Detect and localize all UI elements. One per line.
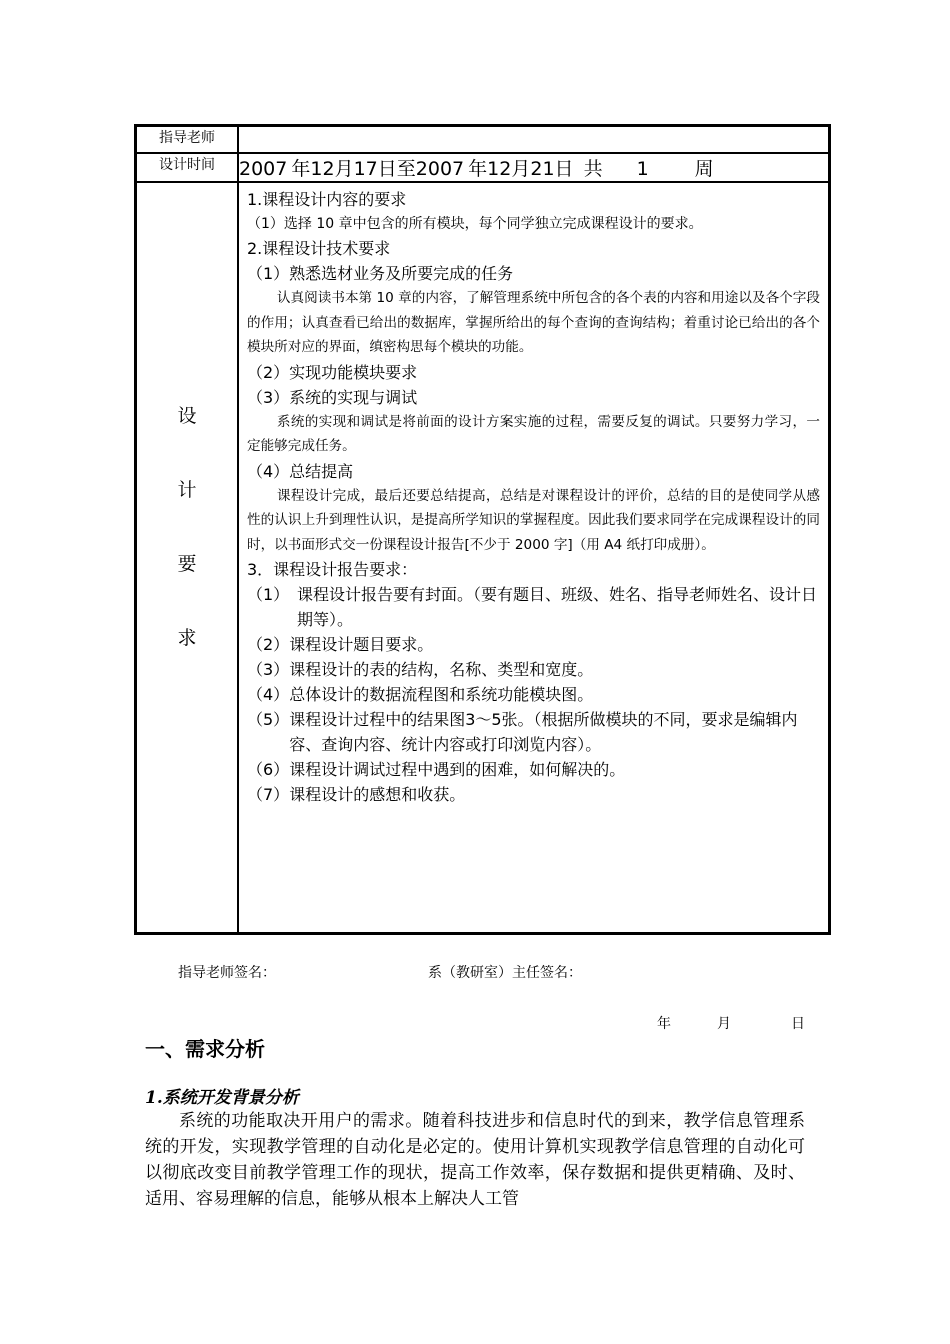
- tech-req-3-title: （3）系统的实现与调试: [247, 387, 418, 407]
- report-req-7: [247, 782, 820, 807]
- requirements-table: [134, 124, 831, 935]
- report-req-3-num: （3）: [247, 660, 290, 679]
- report-req-4-num: （4）: [247, 685, 290, 704]
- advisor-row: [136, 126, 830, 154]
- date-year: 年: [657, 1016, 671, 1032]
- report-req-4-text: 总体设计的数据流程图和系统功能模块图。: [289, 685, 594, 704]
- week-unit: 周: [694, 158, 714, 180]
- design-time: [238, 153, 830, 182]
- start-year: 2007: [239, 158, 288, 180]
- time-row: [136, 153, 830, 182]
- report-req-6: [247, 757, 820, 782]
- date-day: 日: [791, 1016, 805, 1032]
- month-char-2: 月: [511, 158, 531, 180]
- report-req-7-num: （7）: [247, 785, 290, 804]
- date-month: 月: [717, 1016, 731, 1032]
- total-char: 共: [583, 158, 603, 180]
- content-heading-1: 1.课程设计内容的要求: [247, 190, 407, 209]
- report-req-5-num: （5）: [247, 710, 290, 729]
- advisor-signature-label: 指导老师签名：: [178, 965, 276, 981]
- section-subtitle: 1.系统开发背景分析: [145, 1088, 299, 1108]
- section-paragraph: 系统的功能取决开用户的需求。随着科技进步和信息时代的到来，教学信息管理系统的开发，实现教学管理的自动化是必定的。使用计算机实现教学信息管理的自动化可以彻底改变目前教学管理工作的现状，提高工作效率，保存数据和提供更精确、及时、适用、容易理解的信息，能够从根本上解决人工管: [145, 1111, 805, 1209]
- advisor-value: [238, 126, 830, 154]
- req-char-4: 求: [177, 627, 197, 649]
- report-req-2-text: 课程设计题目要求。: [289, 635, 434, 654]
- end-month: 12: [487, 158, 512, 180]
- end-day: 21: [530, 158, 555, 180]
- report-req-5-text: 课程设计过程中的结果图3～5张。（根据所做模块的不同，要求是编辑内容、查询内容、统计内容或打印浏览内容）。: [289, 710, 798, 754]
- year-char-2: 年: [468, 158, 488, 180]
- start-day: 17: [353, 158, 378, 180]
- tech-req-4-text: 课程设计完成，最后还要总结提高，总结是对课程设计的评价，总结的目的是使同学从感性的认识上升到理性认识，是提高所学知识的掌握程度。因此我们要求同学在完成课程设计的同时，以书面形式交一份课程设计报告[不少于 2000 字]（用 A4 纸打印成册）。: [247, 487, 820, 553]
- tech-req-1-title: （1）熟悉选材业务及所要完成的任务: [247, 264, 514, 283]
- day-char-1: 日至: [377, 158, 416, 180]
- requirements-label: [136, 182, 239, 934]
- req-char-2: 计: [177, 479, 197, 501]
- report-req-3-text: 课程设计的表的结构，名称、类型和宽度。: [289, 660, 594, 679]
- section-title: 一、需求分析: [145, 1037, 265, 1061]
- director-signature-label: 系（教研室）主任签名：: [428, 965, 582, 981]
- month-char-1: 月: [334, 158, 354, 180]
- year-char-1: 年: [291, 158, 311, 180]
- content-heading-3: 3．课程设计报告要求：: [247, 560, 418, 579]
- report-req-2-num: （2）: [247, 635, 290, 654]
- requirements-content: [238, 182, 830, 934]
- content-heading-1-item: （1）选择 10 章中包含的所有模块，每个同学独立完成课程设计的要求。: [247, 216, 703, 232]
- req-char-1: 设: [177, 405, 197, 427]
- report-req-6-text: 课程设计调试过程中遇到的困难，如何解决的。: [289, 760, 626, 779]
- report-req-6-num: （6）: [247, 760, 290, 779]
- tech-req-1-text: 认真阅读书本第 10 章的内容，了解管理系统中所包含的各个表的内容和用途以及各个字段的作用；认真查看已给出的数据库，掌握所给出的每个查询的查询结构；着重讨论已给出的各个模块所对应的界面，缜密构思每个模块的功能。: [247, 290, 820, 355]
- report-req-2: [247, 632, 820, 657]
- req-char-3: 要: [177, 553, 197, 575]
- content-heading-2: 2.课程设计技术要求: [247, 239, 391, 258]
- day-char-2: 日: [554, 158, 574, 180]
- end-year: 2007: [415, 158, 465, 180]
- time-label: 设计时间: [136, 153, 239, 182]
- report-req-1-text: 课程设计报告要有封面。（要有题目、班级、姓名、指导老师姓名、设计日期等）。: [297, 585, 818, 629]
- report-req-1-num: （1）: [247, 585, 290, 604]
- tech-req-2-title: （2）实现功能模块要求: [247, 362, 418, 382]
- tech-req-4-title: （4）总结提高: [247, 461, 354, 481]
- report-req-3: [247, 657, 820, 682]
- report-req-4: [247, 682, 820, 707]
- requirements-row: [136, 182, 830, 934]
- report-req-1: [247, 582, 820, 632]
- advisor-label: 指导老师: [136, 126, 239, 154]
- report-req-5: [247, 707, 820, 757]
- start-month: 12: [310, 158, 335, 180]
- weeks-count: 1: [636, 158, 649, 180]
- tech-req-3-text: 系统的实现和调试是将前面的设计方案实施的过程，需要反复的调试。只要努力学习，一定能够完成任务。: [247, 413, 820, 454]
- report-req-7-text: 课程设计的感想和收获。: [289, 785, 466, 804]
